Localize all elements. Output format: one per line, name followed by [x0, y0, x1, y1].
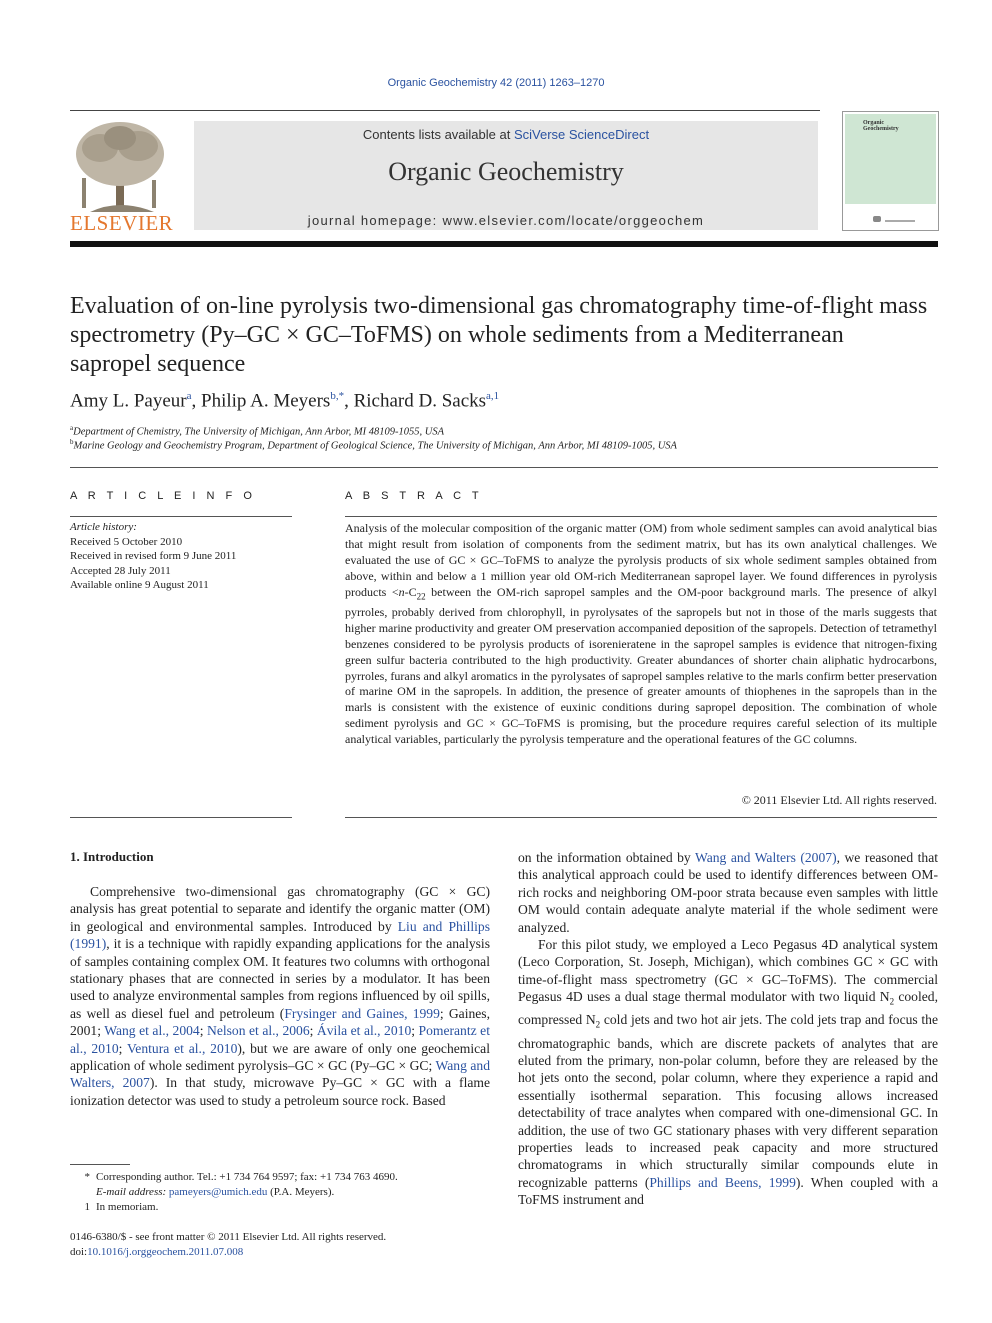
- footnote-spacer: [70, 1185, 96, 1200]
- citation-link[interactable]: Wang and Walters, 2007: [70, 1058, 490, 1091]
- citation-link[interactable]: Frysinger and Gaines, 1999: [284, 1005, 440, 1021]
- article-info-divider: [70, 516, 292, 517]
- elsevier-wordmark: ELSEVIER: [70, 211, 174, 235]
- affiliation: [70, 438, 677, 452]
- citation-link[interactable]: Wang et al., 2004: [104, 1023, 200, 1039]
- cover-title: [863, 120, 899, 132]
- subscript: 2: [889, 996, 895, 1007]
- abstract-divider: [345, 516, 937, 517]
- footnote-divider: [70, 1164, 130, 1165]
- intro-right-column: [518, 849, 938, 1209]
- front-matter: [70, 1230, 490, 1259]
- abstract-subscript: 22: [416, 591, 426, 602]
- text-run: ). In that study, microwave Py–GC × GC with a flame ionization detector was used to study a petroleum source rock. Based: [70, 1075, 490, 1108]
- citation-link[interactable]: Nelson et al., 2006: [207, 1023, 310, 1039]
- journal-citation-link[interactable]: Organic Geochemistry 42 (2011) 1263–1270: [387, 77, 605, 89]
- header-divider: [70, 110, 820, 111]
- abstract-italic: n: [398, 584, 405, 599]
- issn-line: 0146-6380/$ - see front matter © 2011 Elsevier Ltd. All rights reserved.: [70, 1231, 387, 1243]
- author-marks[interactable]: b,*: [330, 390, 345, 402]
- footnote-text: In memoriam.: [96, 1201, 159, 1213]
- email-link[interactable]: pameyers@umich.edu: [168, 1186, 268, 1198]
- email-label: E-mail address:: [96, 1186, 169, 1198]
- abstract-text: [345, 521, 937, 748]
- citation-link[interactable]: Liu and Phillips (1991): [70, 918, 490, 952]
- abstract-part: Analysis of the molecular composition of the organic matter (OM) from whole sediment samples can avoid analytical bias that might result from isolation of components from the sediment matrix, but has its own analytical challenges. We evaluated the use of GC × GC–ToFMS to analyze the pyrolysis products of six whole sediment samples obtained from above, within and below a 1 million year old OM-rich Mediterranean sapropel layer. We found differences in pyrolysis products <: [345, 521, 937, 599]
- cover-footer-text: [885, 220, 915, 222]
- article-info-bottom-divider: [70, 817, 292, 818]
- cover-background: [845, 114, 936, 228]
- email-suffix: (P.A. Meyers).: [267, 1186, 335, 1198]
- sciencedirect-link[interactable]: SciVerse ScienceDirect: [513, 127, 650, 142]
- abstract-heading: A B S T R A C T: [345, 490, 483, 502]
- footnote-corresponding: [70, 1170, 490, 1185]
- cover-title-line-2: Geochemistry: [863, 126, 899, 132]
- text-run: ;: [411, 1023, 419, 1039]
- citation-link[interactable]: Phillips and Beens, 1999: [649, 1174, 796, 1190]
- text-run: , it is a technique with rapidly expanding applications for the analysis of samples containing complex OM. It features two columns with orthogonal stationary phases that are connected in series by a modulator. It has been used to analyze environmental samples from regions influenced by oil spills, as well as diesel fuel and petroleum (: [70, 936, 490, 1021]
- author-separator: ,: [191, 390, 202, 412]
- doi-line: [70, 1245, 490, 1260]
- subscript: 2: [595, 1020, 601, 1031]
- author-marks[interactable]: a,1: [486, 390, 500, 402]
- footnote-text: Corresponding author. Tel.: +1 734 764 9597; fax: +1 734 763 4690.: [96, 1171, 398, 1183]
- text-run: ;: [309, 1023, 317, 1039]
- cover-footer: [845, 204, 936, 228]
- author-name[interactable]: Amy L. Payeur: [70, 390, 187, 412]
- citation-link[interactable]: Wang and Walters (2007): [694, 850, 837, 865]
- header-thick-divider: [70, 241, 938, 247]
- footnote-memoriam: [70, 1200, 490, 1215]
- contents-line: [194, 127, 818, 142]
- text-run: on the information obtained by: [518, 850, 695, 865]
- article-info-heading: A R T I C L E I N F O: [70, 490, 256, 502]
- journal-title: Organic Geochemistry: [388, 157, 624, 186]
- author-separator: ,: [344, 390, 354, 412]
- text-run: cooled, compressed N: [518, 989, 938, 1028]
- abstract-bottom-divider: [345, 817, 937, 818]
- text-run: ;: [199, 1023, 207, 1039]
- footnote-email: [70, 1185, 490, 1200]
- intro-left-column: [70, 883, 490, 1109]
- affiliation-divider: [70, 467, 938, 468]
- footnote-mark: 1: [84, 1201, 90, 1213]
- section-heading-introduction: 1. Introduction: [70, 849, 154, 864]
- journal-homepage[interactable]: journal homepage: www.elsevier.com/locate/orggeochem: [307, 213, 705, 228]
- citation-link[interactable]: Ávila et al., 2010: [316, 1023, 412, 1039]
- author-list: [70, 390, 499, 412]
- journal-cover-thumbnail[interactable]: [842, 111, 939, 231]
- affiliation: [70, 424, 444, 438]
- footnotes: [70, 1170, 490, 1215]
- history-item: Received in revised form 9 June 2011: [70, 550, 237, 562]
- copyright-line: © 2011 Elsevier Ltd. All rights reserved.: [741, 793, 937, 807]
- text-run: ), but we are aware of only one geochemical application of whole sediment pyrolysis–GC × GC (Py–GC × GC;: [70, 1040, 490, 1074]
- email-line: [96, 1185, 334, 1200]
- affiliation-mark: a: [70, 424, 74, 432]
- history-label: Article history:: [70, 521, 137, 533]
- affiliation-mark: b: [70, 438, 74, 446]
- cover-logo-icon: [873, 216, 881, 222]
- intro-paragraph: [518, 936, 938, 1209]
- cover-title-line-1: Organic: [863, 120, 884, 126]
- intro-paragraph: [70, 883, 490, 1109]
- paper-title: Evaluation of on-line pyrolysis two-dimensional gas chromatography time-of-flight mass spectrometry (Py–GC × GC–ToFMS) on whole sediments from a Mediterranean sapropel sequence: [70, 293, 928, 377]
- author-name[interactable]: Philip A. Meyers: [201, 390, 331, 412]
- text-run: ). When coupled with a ToFMS instrument and: [518, 1174, 938, 1208]
- footnote-mark: *: [84, 1171, 90, 1183]
- author-name[interactable]: Richard D. Sacks: [353, 390, 487, 412]
- abstract-part: -C: [404, 584, 417, 599]
- history-item: Available online 9 August 2011: [70, 579, 209, 591]
- text-run: cold jets and two hot air jets. The cold jets trap and focus the chromatographic bands, which are discrete packets of analytes that are eluted from the primary, non-polar column, before they are released by the hot jets onto the second, polar column, where they experience a rapid and essentially isothermal separation. This focusing allows increased detectability of trace analytes when compared with one-dimensional GC. In addition, the use of two GC stationary phases with very different separation properties leads to increased peak capacity and more structured chromatograms in which structurally similar compounds elute in recognizable patterns (: [518, 1012, 938, 1190]
- text-run: ;: [118, 1040, 127, 1056]
- text-run: For this pilot study, we employed a Leco Pegasus 4D analytical system (Leco Corporation, St. Joseph, Michigan), which combines GC × GC with time-of-flight mass spectrometry (GC × GC–ToFMS). The commercial Pegasus 4D uses a dual stage thermal modulator with two liquid N: [518, 937, 938, 1005]
- intro-paragraph-continued: [518, 849, 938, 936]
- affiliation-text: Department of Chemistry, The University of Michigan, Ann Arbor, MI 48109-1055, USA: [73, 426, 444, 438]
- elsevier-logo: [70, 118, 172, 233]
- citation-link[interactable]: Ventura et al., 2010: [127, 1040, 238, 1056]
- citation-link[interactable]: Pomerantz et al., 2010: [70, 1023, 490, 1056]
- text-run: , we reasoned that this analytical approach could be used to identify differences between OM-rich rocks and neighboring OM-poor strata because even samples with little OM would contain adequate analyte material if the whole sediment were analyzed.: [518, 850, 939, 935]
- author-marks[interactable]: a: [186, 390, 192, 402]
- abstract-part: between the OM-rich sapropel samples and the OM-poor background marls. The presence of alkyl pyrroles, probably derived from chlorophyll, in pyrolysates of the sapropels but not in those of the marls suggests that higher marine productivity and greater OM preservation accompanied deposition of the sapropels. Detection of tetramethyl benzenes considered to be pyrolysis products of isorenieratene in the sapropel samples is evidence that nitrogen-fixing green sulfur bacteria contributed to the high productivity. Greater abundances of shorter chain aliphatic hydrocarbons, pyrroles, furans and alkyl aromatics in the pyrolysates of sapropel samples relative to the marls confirm better preservation of marine OM in the sapropels. In addition, the presence of greater amounts of thiophenes in the sapropels than in the marls is consistent with the existence of euxinic conditions during sapropel deposition. The combination of whole sediment pyrolysis and GC × GC–ToFMS is promising, but the procedure requires careful selection of its multiple analytical variables, particularly the pyrolysis temperature and the operational features of the GC columns.: [345, 584, 937, 747]
- journal-banner: [194, 121, 818, 230]
- doi-link[interactable]: 10.1016/j.orggeochem.2011.07.008: [87, 1245, 244, 1258]
- doi-label: doi:: [70, 1245, 88, 1258]
- article-history: [70, 520, 292, 593]
- history-item: Received 5 October 2010: [70, 535, 183, 548]
- contents-prefix: Contents lists available at: [362, 127, 514, 142]
- affiliation-text: Marine Geology and Geochemistry Program, Department of Geological Science, The University of Michigan, Ann Arbor, MI 48109-1005, USA: [73, 440, 677, 452]
- text-run: Comprehensive two-dimensional gas chromatography (GC × GC) analysis has great potential to separate and identify the organic matter (OM) in geological and environmental samples. Introduced by: [70, 884, 490, 934]
- text-run: ; Gaines, 2001;: [70, 1005, 490, 1039]
- history-item: Accepted 28 July 2011: [70, 564, 171, 577]
